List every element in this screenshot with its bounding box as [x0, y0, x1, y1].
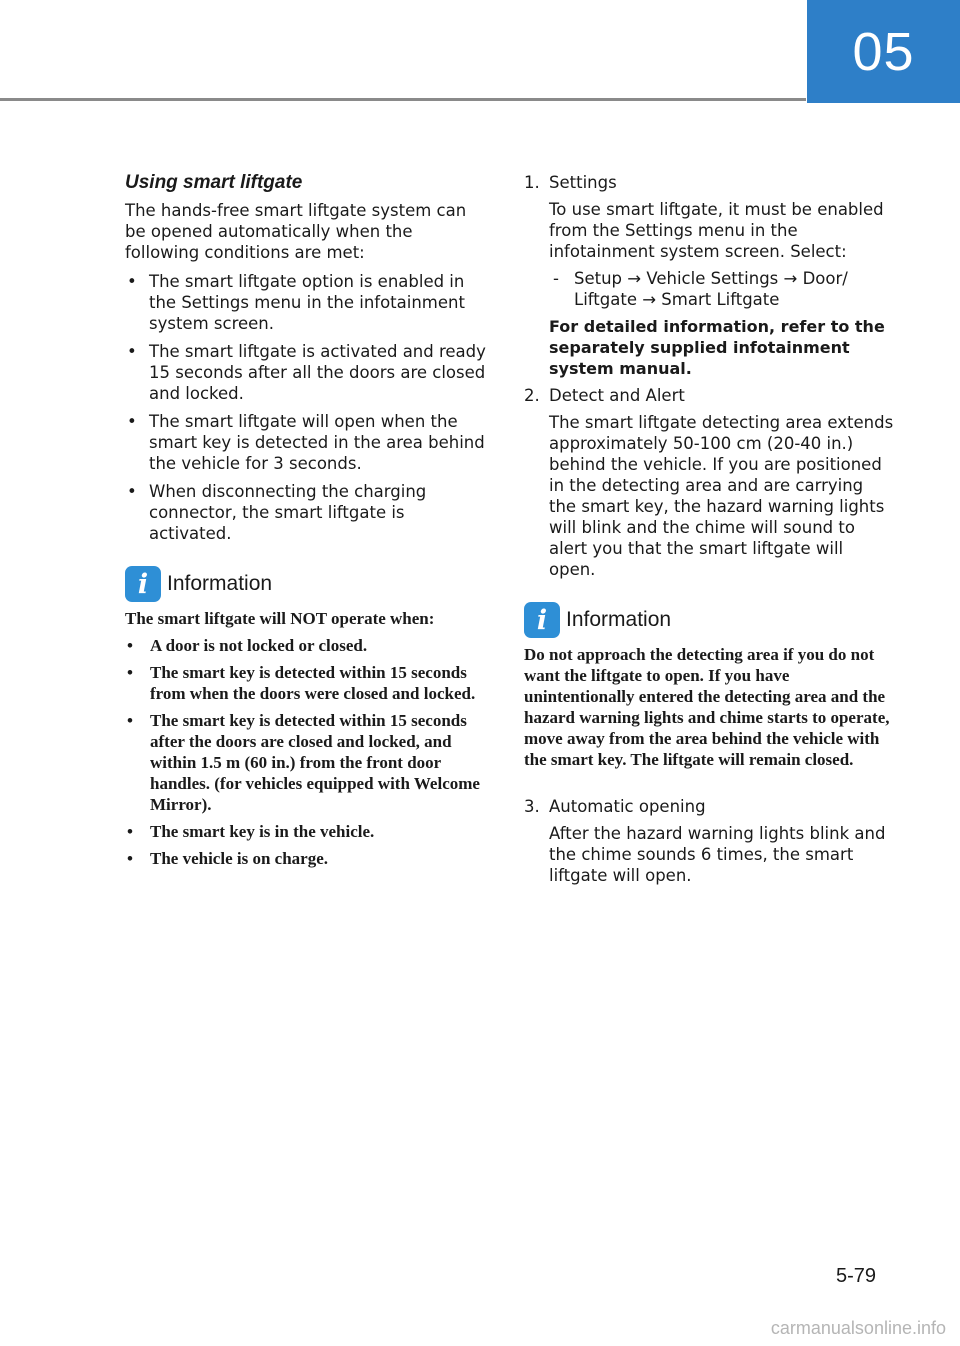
step-body: After the hazard warning lights blink and the chime sounds 6 times, the smart liftgate will open. — [549, 824, 886, 885]
step-body: To use smart liftgate, it must be enabled from the Settings menu in the infotainment system screen. Select: — [549, 200, 884, 261]
bullet-icon: • — [127, 711, 133, 730]
header-rule — [0, 98, 806, 101]
right-column — [524, 172, 894, 892]
step-number: 1. — [524, 173, 540, 192]
bullet-icon: • — [127, 849, 133, 868]
step-title: Settings — [549, 173, 617, 192]
list-item: • The smart key is detected within 15 seconds after the doors are closed and locked, and within 1.5 m (60 in.) from the front door handles. (for vehicles equipped with Welcome Mirror). — [127, 711, 480, 814]
step-title: Automatic opening — [549, 797, 706, 816]
list-item: • The vehicle is on charge. — [127, 849, 329, 868]
left-column — [125, 172, 490, 875]
bullet-icon: • — [127, 482, 137, 501]
list-item: • The smart key is in the vehicle. — [127, 822, 375, 841]
step-note: For detailed information, refer to the separately supplied infotainment system manual. — [549, 317, 885, 378]
step-number: 3. — [524, 797, 540, 816]
page-number: 5-79 — [835, 1265, 876, 1287]
conditions-list — [125, 271, 490, 544]
dash-icon: - — [553, 269, 559, 288]
info-text: Do not approach the detecting area if you do not want the liftgate to open. If you have unintentionally entered the detecting area and the hazard warning lights and chime starts to operate, move away from the area behind the vehicle with the smart key. The liftgate will remain closed. — [524, 645, 890, 769]
info-box — [125, 608, 490, 869]
steps-list-continued — [524, 796, 894, 886]
step-body: The smart liftgate detecting area extends approximately 50-100 cm (20-40 in.) behind the vehicle. If you are positioned in the detecting area and are carrying the smart key, the hazard warning lights will blink and the chime will sound to alert you that the smart liftgate will open. — [549, 413, 894, 579]
step-title: Detect and Alert — [549, 386, 685, 405]
step-item — [524, 172, 894, 379]
bullet-icon: • — [127, 412, 137, 431]
info-icon: i — [524, 602, 560, 638]
bullet-icon: • — [127, 636, 133, 655]
info-icon: i — [125, 566, 161, 602]
info-list — [125, 635, 490, 869]
bullet-icon: • — [127, 663, 133, 682]
menu-path: - Setup → Vehicle Settings → Door/ Liftgate → Smart Liftgate — [553, 269, 848, 309]
info-header — [524, 602, 894, 638]
info-box — [524, 644, 894, 770]
list-item: • The smart liftgate will open when the smart key is detected in the area behind the vehicle for 3 seconds. — [127, 412, 485, 473]
watermark: carmanualsonline.info — [770, 1318, 946, 1338]
chapter-tab — [807, 0, 960, 103]
info-title: Information — [167, 572, 273, 595]
steps-list — [524, 172, 894, 580]
list-item: • The smart liftgate option is enabled in the Settings menu in the infotainment system screen. — [127, 272, 465, 333]
step-item — [524, 796, 894, 886]
list-item: • The smart liftgate is activated and ready 15 seconds after all the doors are closed and locked. — [127, 342, 486, 403]
step-number: 2. — [524, 386, 540, 405]
bullet-icon: • — [127, 272, 137, 291]
bullet-icon: • — [127, 342, 137, 361]
intro-paragraph: The hands-free smart liftgate system can be opened automatically when the following conditions are met: — [125, 201, 467, 262]
info-header — [125, 566, 490, 602]
info-lead: The smart liftgate will NOT operate when: — [125, 609, 435, 628]
info-title: Information — [566, 608, 672, 631]
list-item: • A door is not locked or closed. — [127, 636, 368, 655]
bullet-icon: • — [127, 822, 133, 841]
list-item: • The smart key is detected within 15 seconds from when the doors were closed and locked. — [127, 663, 476, 703]
step-item — [524, 385, 894, 580]
chapter-number: 05 — [852, 21, 915, 82]
list-item: • When disconnecting the charging connector, the smart liftgate is activated. — [127, 482, 427, 543]
section-heading: Using smart liftgate — [125, 172, 303, 193]
